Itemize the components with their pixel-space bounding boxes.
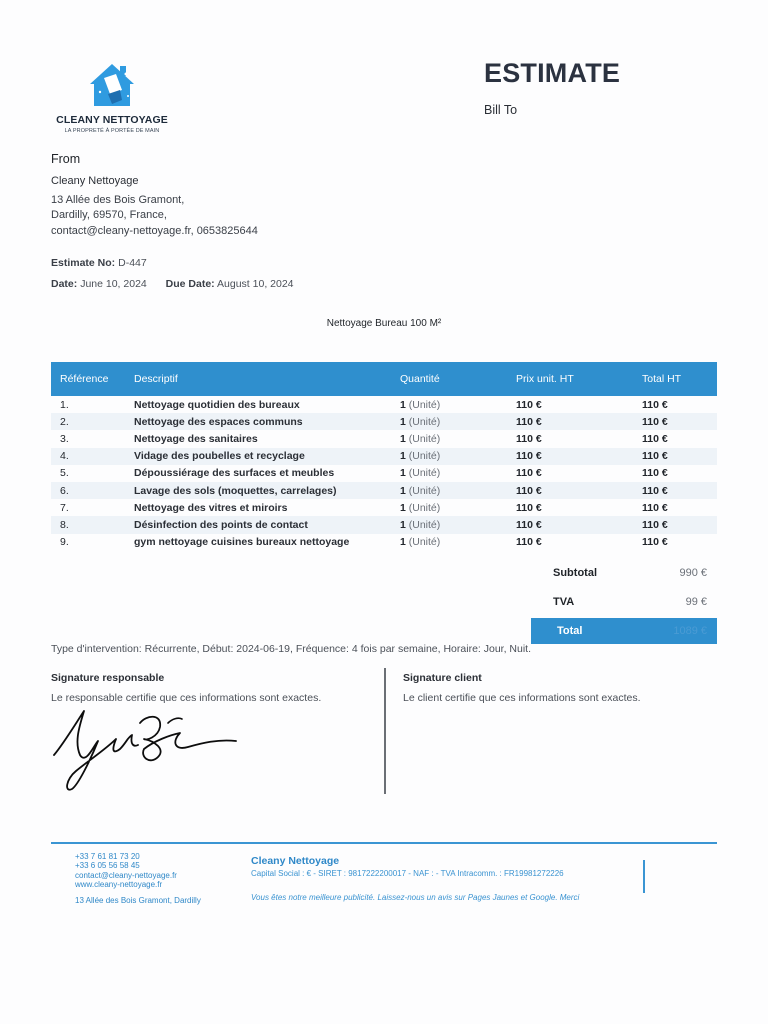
row-unit-price: 110 € bbox=[516, 467, 542, 480]
row-reference: 6. bbox=[60, 484, 69, 497]
row-reference: 1. bbox=[60, 398, 69, 411]
row-quantity-value: 1 bbox=[400, 450, 406, 463]
table-row bbox=[51, 499, 717, 516]
row-quantity-unit: (Unité) bbox=[408, 450, 441, 463]
row-quantity bbox=[391, 396, 507, 413]
row-quantity bbox=[391, 465, 507, 482]
due-date-value: August 10, 2024 bbox=[217, 278, 294, 290]
signature-divider bbox=[384, 668, 386, 794]
table-row bbox=[51, 534, 717, 551]
totals-block bbox=[531, 558, 717, 644]
row-quantity-value: 1 bbox=[400, 536, 406, 549]
responsible-signature-text: Le responsable certifie que ces informations sont exactes. bbox=[51, 692, 322, 704]
row-description: Dépoussiérage des surfaces et meubles bbox=[134, 467, 335, 480]
from-contact: contact@cleany-nettoyage.fr, 0653825644 bbox=[51, 224, 258, 237]
footer-email: contact@cleany-nettoyage.fr bbox=[75, 870, 177, 880]
footer-phone-2: +33 6 05 56 58 45 bbox=[75, 861, 140, 871]
from-address-block bbox=[51, 174, 258, 239]
estimate-number-label: Estimate No: bbox=[51, 257, 116, 269]
row-quantity-value: 1 bbox=[400, 398, 406, 411]
row-quantity bbox=[391, 413, 507, 430]
logo-name: CLEANY NETTOYAGE bbox=[56, 114, 168, 126]
row-reference: 9. bbox=[60, 536, 69, 549]
row-total: 110 € bbox=[642, 484, 668, 497]
row-total: 110 € bbox=[642, 467, 668, 480]
footer-divider bbox=[643, 860, 645, 893]
client-signature-title: Signature client bbox=[403, 672, 482, 684]
footer-legal-info: Capital Social : € - SIRET : 9817222200017 - NAF : - TVA Intracomm. : FR19981272226 bbox=[251, 869, 564, 878]
footer-address: 13 Allée des Bois Gramont, Dardilly bbox=[75, 895, 201, 905]
footer-rule bbox=[51, 842, 717, 844]
client-signature-text: Le client certifie que ces informations sont exactes. bbox=[403, 692, 641, 704]
date-label: Date: bbox=[51, 278, 78, 290]
footer-company-name: Cleany Nettoyage bbox=[251, 855, 340, 867]
total-label: Total bbox=[557, 625, 583, 637]
row-quantity bbox=[391, 482, 507, 499]
row-description: Nettoyage quotidien des bureaux bbox=[134, 398, 300, 411]
header-total: Total HT bbox=[642, 373, 682, 385]
table-row bbox=[51, 396, 717, 413]
row-quantity-unit: (Unité) bbox=[408, 484, 441, 497]
footer-contacts bbox=[75, 852, 201, 905]
table-row bbox=[51, 430, 717, 447]
table-row bbox=[51, 413, 717, 430]
row-quantity-value: 1 bbox=[400, 501, 406, 514]
line-items-table bbox=[51, 362, 717, 551]
row-total: 110 € bbox=[642, 450, 668, 463]
row-description: Vidage des poubelles et recyclage bbox=[134, 450, 305, 463]
company-logo bbox=[52, 60, 172, 134]
tva-value: 99 € bbox=[685, 595, 707, 608]
intervention-details: Type d'intervention: Récurrente, Début: 2024-06-19, Fréquence: 4 fois par semaine, Horaire: Jour, Nuit. bbox=[51, 643, 532, 655]
row-quantity-unit: (Unité) bbox=[408, 467, 441, 480]
table-row bbox=[51, 516, 717, 533]
table-row bbox=[51, 448, 717, 465]
document-title: ESTIMATE bbox=[484, 58, 621, 88]
row-description: Nettoyage des espaces communs bbox=[134, 415, 303, 428]
row-quantity bbox=[391, 430, 507, 447]
row-total: 110 € bbox=[642, 536, 668, 549]
row-total: 110 € bbox=[642, 432, 668, 445]
row-description: Désinfection des points de contact bbox=[134, 518, 308, 531]
estimate-subject: Nettoyage Bureau 100 M² bbox=[326, 318, 442, 329]
row-quantity-unit: (Unité) bbox=[408, 398, 441, 411]
subtotal-row bbox=[531, 558, 717, 587]
row-unit-price: 110 € bbox=[516, 536, 542, 549]
bill-to-label: Bill To bbox=[484, 103, 518, 117]
row-description: Lavage des sols (moquettes, carrelages) bbox=[134, 484, 337, 497]
estimate-number bbox=[51, 257, 147, 269]
client-signature-section bbox=[403, 672, 723, 704]
total-value: 1089 € bbox=[673, 625, 707, 637]
from-address-line1: 13 Allée des Bois Gramont, bbox=[51, 193, 185, 206]
row-description: Nettoyage des vitres et miroirs bbox=[134, 501, 288, 514]
subtotal-label: Subtotal bbox=[553, 566, 597, 579]
row-reference: 4. bbox=[60, 450, 69, 463]
table-header-row bbox=[51, 362, 717, 396]
from-name: Cleany Nettoyage bbox=[51, 175, 139, 187]
header-reference: Référence bbox=[60, 373, 109, 385]
row-quantity-unit: (Unité) bbox=[408, 518, 441, 531]
row-quantity-value: 1 bbox=[400, 432, 406, 445]
footer-website: www.cleany-nettoyage.fr bbox=[75, 880, 163, 890]
footer-slogan: Vous êtes notre meilleure publicité. Laissez-nous un avis sur Pages Jaunes et Google. Merci bbox=[251, 893, 580, 902]
logo-tagline: LA PROPRETÉ À PORTÉE DE MAIN bbox=[64, 128, 160, 134]
row-total: 110 € bbox=[642, 518, 668, 531]
responsible-signature-title: Signature responsable bbox=[51, 672, 165, 684]
from-label: From bbox=[51, 152, 81, 166]
tva-row bbox=[531, 587, 717, 616]
row-quantity bbox=[391, 499, 507, 516]
header-quantity: Quantité bbox=[400, 373, 440, 385]
row-total: 110 € bbox=[642, 398, 668, 411]
row-quantity-value: 1 bbox=[400, 415, 406, 428]
total-row bbox=[531, 618, 717, 644]
subtotal-value: 990 € bbox=[679, 566, 707, 579]
row-quantity bbox=[391, 516, 507, 533]
row-quantity-unit: (Unité) bbox=[408, 415, 441, 428]
estimate-dates bbox=[51, 278, 294, 290]
row-quantity bbox=[391, 534, 507, 551]
row-unit-price: 110 € bbox=[516, 501, 542, 514]
row-reference: 5. bbox=[60, 467, 69, 480]
row-quantity-unit: (Unité) bbox=[408, 501, 441, 514]
footer-phone-1: +33 7 61 81 73 20 bbox=[75, 852, 140, 861]
row-unit-price: 110 € bbox=[516, 432, 542, 445]
responsible-signature-section bbox=[51, 672, 371, 704]
row-quantity-value: 1 bbox=[400, 467, 406, 480]
row-reference: 7. bbox=[60, 501, 69, 514]
row-quantity-unit: (Unité) bbox=[408, 432, 441, 445]
row-description: Nettoyage des sanitaires bbox=[134, 432, 258, 445]
row-unit-price: 110 € bbox=[516, 484, 542, 497]
row-total: 110 € bbox=[642, 501, 668, 514]
row-unit-price: 110 € bbox=[516, 398, 542, 411]
due-date-label: Due Date: bbox=[165, 278, 215, 290]
from-address-line2: Dardilly, 69570, France, bbox=[51, 209, 167, 221]
header-description: Descriptif bbox=[134, 373, 178, 385]
row-unit-price: 110 € bbox=[516, 518, 542, 531]
row-reference: 8. bbox=[60, 518, 69, 531]
row-quantity-unit: (Unité) bbox=[408, 536, 441, 549]
row-quantity bbox=[391, 448, 507, 465]
row-unit-price: 110 € bbox=[516, 450, 542, 463]
row-quantity-value: 1 bbox=[400, 518, 406, 531]
row-reference: 3. bbox=[60, 432, 69, 445]
table-row bbox=[51, 465, 717, 482]
house-cleaning-icon bbox=[86, 60, 138, 110]
header-unit-price: Prix unit. HT bbox=[516, 373, 574, 385]
row-total: 110 € bbox=[642, 415, 668, 428]
row-quantity-value: 1 bbox=[400, 484, 406, 497]
row-description: gym nettoyage cuisines bureaux nettoyage bbox=[134, 536, 350, 549]
row-reference: 2. bbox=[60, 415, 69, 428]
table-row bbox=[51, 482, 717, 499]
row-unit-price: 110 € bbox=[516, 415, 542, 428]
estimate-number-value: D-447 bbox=[118, 257, 147, 269]
handwritten-signature bbox=[50, 705, 240, 795]
date-value: June 10, 2024 bbox=[80, 278, 147, 290]
tva-label: TVA bbox=[553, 595, 575, 608]
